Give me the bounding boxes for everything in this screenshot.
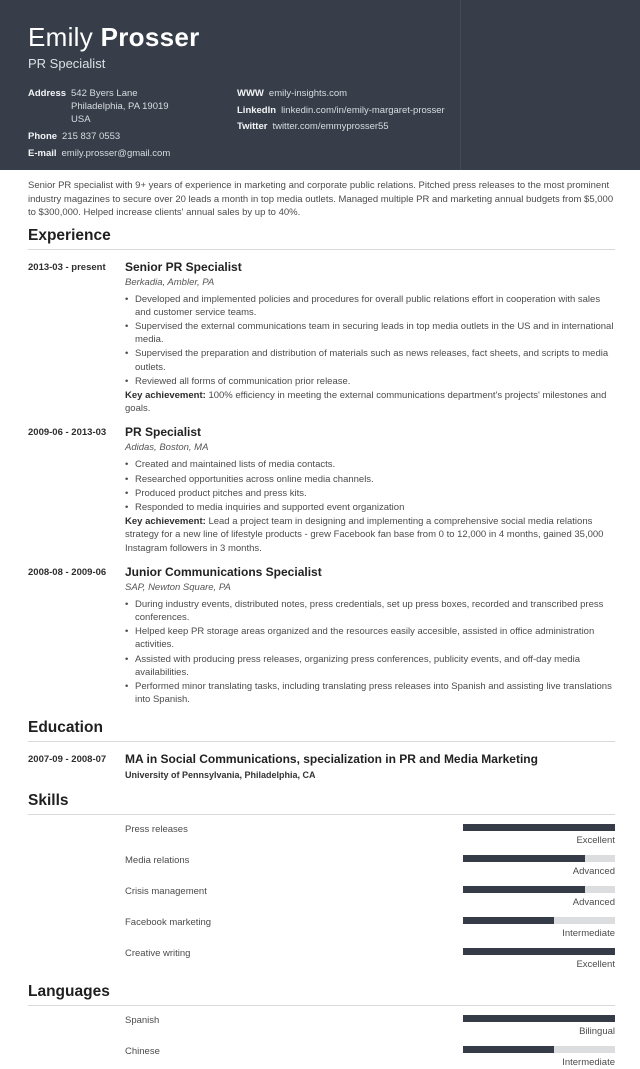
bullet-marker: • — [125, 459, 129, 471]
bullet-item — [125, 598, 615, 624]
resume-header — [0, 0, 640, 170]
language-level: Bilingual — [579, 1026, 615, 1038]
bullet-item — [125, 293, 615, 319]
education-dates: 2007-09 - 2008-07 — [28, 754, 107, 766]
www-label: WWW — [237, 88, 264, 99]
language-name: Chinese — [125, 1046, 160, 1058]
education-school: University of Pennsylvania, Philadelphia, CA — [125, 770, 316, 781]
bullet-text: Performed minor translating tasks, including translating press releases into Spanish and assisting live translations into Spanish. — [135, 680, 612, 706]
language-row — [28, 1046, 615, 1069]
bullet-marker: • — [125, 473, 129, 485]
language-bar-fill — [463, 1015, 615, 1022]
skill-bar-track — [463, 824, 615, 831]
section-education — [28, 719, 615, 780]
key-achievement-text: 100% efficiency in meeting the external communications department's projects' milestones and goals. — [125, 389, 607, 415]
section-skills — [28, 792, 615, 971]
skill-name: Crisis management — [125, 886, 207, 898]
address-line: Philadelphia, PA 19019 — [71, 101, 169, 112]
skill-bar-fill — [463, 886, 585, 893]
skill-bar-track — [463, 855, 615, 862]
job-body — [125, 565, 615, 708]
language-bar-track — [463, 1015, 615, 1022]
job-company: SAP, Newton Square, PA — [125, 581, 231, 593]
skill-bar — [463, 824, 615, 847]
bullet-text: Helped keep PR storage areas organized and the resources easily accesible, assisted in office administration activities. — [135, 626, 595, 651]
candidate-first-name: Emily — [28, 22, 94, 52]
skill-name: Press releases — [125, 824, 188, 836]
skill-level: Advanced — [572, 866, 615, 878]
section-experience — [28, 227, 615, 708]
email-value: emily.prosser@gmail.com — [61, 148, 171, 159]
language-bar — [463, 1015, 615, 1038]
contact-address — [28, 87, 237, 126]
skills-heading: Skills — [28, 792, 615, 815]
skill-bar-fill — [463, 917, 554, 924]
bullet-item — [125, 487, 615, 500]
key-achievement — [125, 515, 615, 555]
skill-bar — [463, 917, 615, 940]
bullet-marker: • — [125, 375, 129, 387]
job-company: Adidas, Boston, MA — [125, 442, 209, 454]
key-achievement-text: Lead a project team in designing and implementing a comprehensive social media relations strategy for a new line of lifestyle products - grew Facebook fan base from 0 to 12,000 in 4 months, gained 35,000 Instagram followers in 3 months. — [125, 516, 604, 554]
language-bar — [463, 1046, 615, 1069]
address-line: USA — [71, 114, 91, 125]
experience-entry — [28, 260, 615, 416]
bullet-item — [125, 680, 615, 706]
bullet-item — [125, 458, 615, 471]
skill-bar-track — [463, 917, 615, 924]
address-label: Address — [28, 88, 67, 99]
skill-level: Advanced — [572, 897, 615, 909]
bullet-item — [125, 375, 615, 388]
key-achievement — [125, 389, 615, 415]
job-title: Senior PR Specialist — [125, 259, 242, 274]
contact-twitter — [237, 120, 612, 133]
linkedin-value: linkedin.com/in/emily-margaret-prosser — [281, 104, 445, 116]
skill-level: Intermediate — [562, 928, 615, 940]
key-achievement-label: Key achievement: — [125, 516, 206, 528]
bullet-item — [125, 501, 615, 514]
header-divider — [460, 0, 461, 170]
language-row — [28, 1015, 615, 1038]
skill-name: Facebook marketing — [125, 917, 212, 929]
section-languages — [28, 983, 615, 1069]
experience-entry — [28, 425, 615, 554]
bullet-text: Developed and implemented policies and procedures for overall public relations effort in cooperation with sales and customer service teams. — [135, 293, 601, 318]
email-label: E-mail — [28, 148, 57, 159]
bullet-item — [125, 320, 615, 346]
skill-bar-fill — [463, 948, 615, 955]
language-bar-fill — [463, 1046, 554, 1053]
bullet-text: During industry events, distributed notes, press credentials, set up press boxes, recorded and transcribed press conferences. — [135, 598, 604, 623]
candidate-name — [28, 23, 612, 51]
contact-column-left — [28, 87, 237, 164]
bullet-item — [125, 347, 615, 373]
skill-bar-track — [463, 948, 615, 955]
skill-bar — [463, 948, 615, 971]
skills-list — [28, 824, 615, 971]
bullet-item — [125, 653, 615, 679]
contact-email — [28, 147, 237, 160]
phone-label: Phone — [28, 131, 58, 142]
bullet-text: Supervised the preparation and distribution of materials such as news releases, fact sheets, and scripts to media outlets. — [135, 348, 609, 373]
bullet-text: Supervised the external communications team in securing leads in top media outlets in the US and in international media. — [135, 320, 614, 346]
job-bullets — [125, 598, 615, 707]
language-bar-track — [463, 1046, 615, 1053]
professional-summary: Senior PR specialist with 9+ years of experience in marketing and corporate public relations. Pitched press releases to the most prominent industry magazines to secure over 20 leads a month in top media outlets. Managed multiple PR and marketing annual budgets from $5,000 to $300,000. Helped increase clients' annual sales by up to 40%. — [28, 180, 614, 218]
skill-bar — [463, 855, 615, 878]
bullet-text: Responded to media inquiries and supported event organization — [135, 501, 405, 513]
experience-heading: Experience — [28, 227, 615, 250]
job-dates: 2013-03 - present — [28, 261, 106, 273]
bullet-item — [125, 625, 615, 651]
key-achievement-label: Key achievement: — [125, 389, 206, 401]
job-bullets — [125, 293, 615, 388]
twitter-label: Twitter — [237, 121, 268, 132]
job-title: PR Specialist — [125, 425, 202, 440]
bullet-marker: • — [125, 680, 129, 692]
language-level: Intermediate — [562, 1057, 615, 1069]
contact-phone — [28, 130, 237, 143]
bullet-marker: • — [125, 598, 129, 610]
bullet-text: Produced product pitches and press kits. — [135, 487, 307, 499]
bullet-marker: • — [125, 487, 129, 499]
skill-bar-fill — [463, 855, 585, 862]
job-bullets — [125, 458, 615, 514]
skill-row — [28, 855, 615, 878]
job-dates: 2009-06 - 2013-03 — [28, 427, 107, 439]
bullet-text: Created and maintained lists of media contacts. — [135, 459, 336, 471]
languages-list — [28, 1015, 615, 1069]
job-company: Berkadia, Ambler, PA — [125, 276, 215, 288]
contact-column-right — [237, 87, 612, 164]
www-value: emily-insights.com — [268, 88, 348, 99]
linkedin-label: LinkedIn — [237, 104, 277, 116]
twitter-value: twitter.com/emmyprosser55 — [272, 121, 389, 132]
contact-block — [28, 87, 612, 164]
resume-body — [0, 179, 640, 1069]
bullet-marker: • — [125, 653, 129, 665]
education-entry — [28, 752, 615, 780]
language-name: Spanish — [125, 1015, 160, 1027]
skill-name: Creative writing — [125, 948, 191, 960]
address-line: 542 Byers Lane — [71, 88, 138, 99]
skill-bar-track — [463, 886, 615, 893]
skill-row — [28, 886, 615, 909]
contact-linkedin — [237, 104, 612, 117]
job-body — [125, 260, 615, 416]
skill-level: Excellent — [576, 959, 615, 971]
candidate-job-title: PR Specialist — [28, 56, 106, 71]
job-body — [125, 425, 615, 554]
bullet-text: Reviewed all forms of communication prior release. — [135, 375, 351, 387]
bullet-marker: • — [125, 348, 129, 360]
skill-level: Excellent — [576, 835, 615, 847]
education-degree: MA in Social Communications, specialization in PR and Media Marketing — [125, 752, 538, 767]
bullet-marker: • — [125, 501, 129, 513]
languages-heading: Languages — [28, 983, 615, 1006]
education-body — [125, 752, 615, 780]
bullet-item — [125, 473, 615, 486]
bullet-marker: • — [125, 320, 129, 332]
job-title: Junior Communications Specialist — [125, 564, 322, 579]
education-heading: Education — [28, 719, 615, 742]
address-value — [71, 87, 169, 126]
contact-www — [237, 87, 612, 100]
skill-row — [28, 948, 615, 971]
bullet-text: Researched opportunities across online media channels. — [135, 473, 374, 485]
skill-name: Media relations — [125, 855, 190, 867]
bullet-text: Assisted with producing press releases, organizing press conferences, publicity events, and off-day media availabilities. — [135, 653, 580, 678]
skill-row — [28, 917, 615, 940]
bullet-marker: • — [125, 626, 129, 638]
phone-value: 215 837 0553 — [62, 131, 121, 142]
experience-entry — [28, 565, 615, 708]
skill-bar-fill — [463, 824, 615, 831]
bullet-marker: • — [125, 293, 129, 305]
skill-bar — [463, 886, 615, 909]
candidate-last-name: Prosser — [100, 22, 200, 52]
job-dates: 2008-08 - 2009-06 — [28, 566, 107, 578]
skill-row — [28, 824, 615, 847]
